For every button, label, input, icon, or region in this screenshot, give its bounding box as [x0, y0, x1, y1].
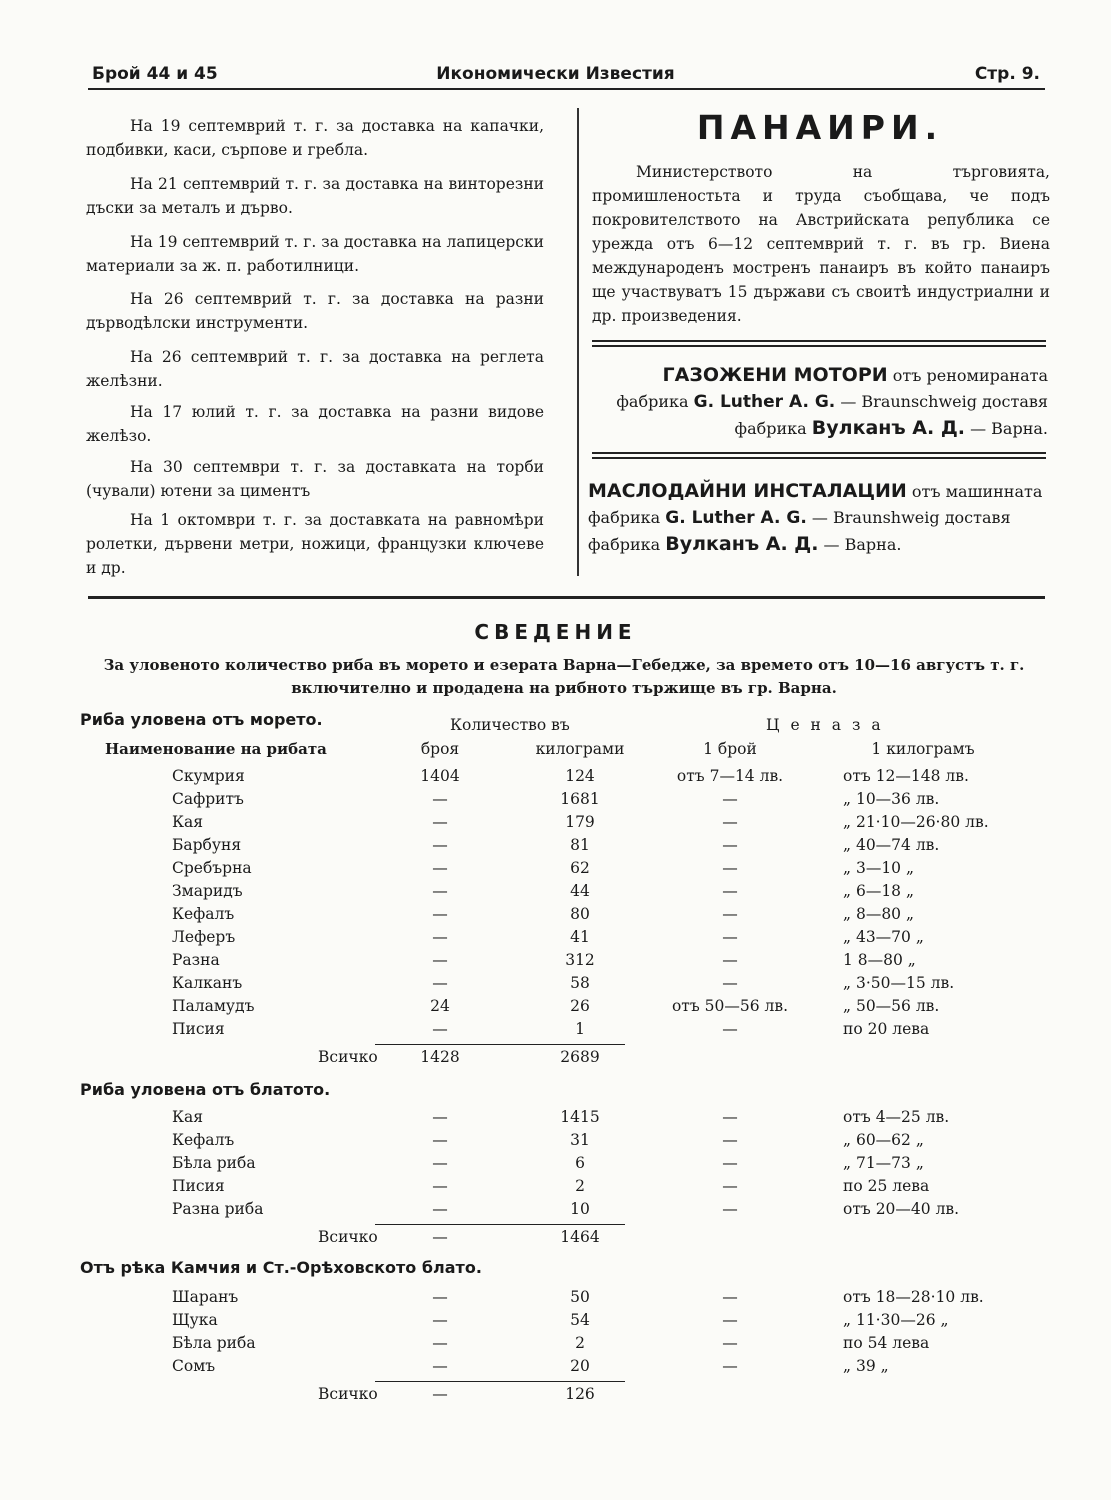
col-group-quantity: Количество въ — [450, 716, 570, 734]
kilograms: 20 — [570, 1357, 590, 1375]
pieces: — — [432, 1020, 448, 1038]
panairi-text: Министерството на търговията, промишленостьта и труда съобщава, че подъ покровителството на Австрийската република се урежда отъ 6—12 септемврий т. г. въ гр. Виена международенъ мостренъ панаиръ въ който панаиръ ще участвуватъ 15 държави съ своитѣ индустриални и др. произведения. — [592, 163, 1050, 325]
fish-name: Бѣла риба — [172, 1334, 256, 1352]
header-rule — [88, 88, 1045, 90]
ad-dairy-brand: G. Luther A. G. — [665, 508, 807, 528]
price-per-kg: „ 10—36 лв. — [843, 790, 940, 808]
pieces: — — [432, 1154, 448, 1172]
notice-5: На 26 септемврий т. г. за доставка на реглета желѣзни. — [86, 348, 544, 390]
pieces: — — [432, 1200, 448, 1218]
total-label: Всичко — [318, 1385, 378, 1403]
total-rule — [375, 1044, 625, 1045]
kilograms: 58 — [570, 974, 590, 992]
total-row — [0, 1228, 1111, 1251]
ad-dairy — [588, 478, 1048, 558]
price-per-piece: — — [722, 1020, 738, 1038]
col-pieces: броя — [420, 740, 460, 758]
table-row — [0, 790, 1111, 813]
fish-name: Разна риба — [172, 1200, 264, 1218]
price-per-kg: отъ 12—148 лв. — [843, 767, 969, 785]
pieces: — — [432, 790, 448, 808]
fish-name: Кефалъ — [172, 1131, 235, 1149]
ad-gas-motors-head: ГАЗОЖЕНИ МОТОРИ — [662, 364, 888, 386]
price-per-piece: — — [722, 836, 738, 854]
price-per-piece: — — [722, 1334, 738, 1352]
fish-name: Щука — [172, 1311, 218, 1329]
kilograms: 1415 — [560, 1108, 600, 1126]
svedenie-title: СВЕДЕНИЕ — [474, 620, 637, 644]
price-per-kg: „ 8—80 „ — [843, 905, 914, 923]
fish-name: Шаранъ — [172, 1288, 239, 1306]
table-row — [0, 1288, 1111, 1311]
fish-name: Скумрия — [172, 767, 245, 785]
price-per-piece: — — [722, 951, 738, 969]
kilograms: 2 — [575, 1177, 585, 1195]
price-per-kg: по 25 лева — [843, 1177, 930, 1195]
price-per-piece: — — [722, 790, 738, 808]
fish-name: Писия — [172, 1177, 225, 1195]
price-per-kg: „ 11·30—26 „ — [843, 1311, 949, 1329]
ad-gas-motors-text1: отъ реномираната фабрика — [616, 366, 1048, 411]
notice-8: На 1 октомври т. г. за доставката на равномѣри ролетки, дървени метри, ножици, французки ключеве и др. — [86, 511, 544, 577]
ad-dairy-text3: — Варна. — [823, 535, 902, 554]
notice-7: На 30 септември т. г. за доставката на торби (чували) ютени за циментъ — [86, 458, 544, 500]
table-row — [0, 813, 1111, 836]
kilograms: 124 — [565, 767, 595, 785]
pieces: — — [432, 813, 448, 831]
fish-name: Кефалъ — [172, 905, 235, 923]
notice-2: На 21 септемврий т. г. за доставка на винторезни дъски за металъ и дърво. — [86, 175, 544, 217]
table-row — [0, 767, 1111, 790]
table-row — [0, 1154, 1111, 1177]
kilograms: 50 — [570, 1288, 590, 1306]
ad-divider-1 — [592, 340, 1046, 347]
price-per-kg: „ 3—10 „ — [843, 859, 914, 877]
table-row — [0, 1311, 1111, 1334]
price-per-piece: отъ 50—56 лв. — [671, 997, 789, 1015]
ad-gas-motors-brand: G. Luther A. G. — [693, 392, 836, 412]
svedenie-subtitle-2: включително и продадена на рибното тържище въ гр. Варна. — [291, 679, 837, 697]
page-number: Стр. 9. — [974, 64, 1040, 84]
price-per-piece: — — [722, 1288, 738, 1306]
kilograms: 80 — [570, 905, 590, 923]
ad-gas-motors-text3: — Варна. — [970, 419, 1048, 438]
panairi-title: ПАНАИРИ. — [696, 108, 944, 147]
table-row — [0, 905, 1111, 928]
total-kilograms: 2689 — [560, 1048, 600, 1066]
fish-name: Калканъ — [172, 974, 243, 992]
svedenie-subtitle-1: За уловеното количество риба въ морето и езерата Варна—Гебедже, за времето отъ 10—16 августъ т. г. — [103, 656, 1025, 674]
total-kilograms: 1464 — [560, 1228, 600, 1246]
table-row — [0, 1334, 1111, 1357]
price-per-kg: „ 71—73 „ — [843, 1154, 924, 1172]
pieces: — — [432, 859, 448, 877]
kilograms: 31 — [570, 1131, 590, 1149]
section-heading: Риба уловена отъ морето. — [80, 710, 323, 729]
price-per-kg: „ 40—74 лв. — [843, 836, 940, 854]
total-pieces: 1428 — [420, 1048, 460, 1066]
total-pieces: — — [432, 1228, 448, 1246]
journal-title: Икономически Известия — [436, 64, 675, 84]
table-row — [0, 859, 1111, 882]
kilograms: 81 — [570, 836, 590, 854]
price-per-piece: — — [722, 1357, 738, 1375]
col-kilograms: килограми — [535, 740, 625, 758]
price-per-kg: 1 8—80 „ — [843, 951, 916, 969]
section-rule — [88, 596, 1045, 599]
pieces: — — [432, 1357, 448, 1375]
pieces: — — [432, 1334, 448, 1352]
column-divider — [577, 108, 579, 576]
col-price-kg: 1 килограмъ — [871, 740, 975, 758]
price-per-piece: — — [722, 813, 738, 831]
kilograms: 6 — [575, 1154, 585, 1172]
kilograms: 1 — [575, 1020, 585, 1038]
price-per-piece: — — [722, 1177, 738, 1195]
price-per-kg: „ 3·50—15 лв. — [843, 974, 955, 992]
price-per-piece: отъ 7—14 лв. — [676, 767, 784, 785]
fish-name: Бѣла риба — [172, 1154, 256, 1172]
kilograms: 1681 — [560, 790, 600, 808]
price-per-kg: „ 6—18 „ — [843, 882, 914, 900]
price-per-piece: — — [722, 974, 738, 992]
pieces: — — [432, 1311, 448, 1329]
fish-name: Сребърна — [172, 859, 252, 877]
fish-name: Разна — [172, 951, 220, 969]
fish-name: Писия — [172, 1020, 225, 1038]
price-per-piece: — — [722, 928, 738, 946]
table-row — [0, 1020, 1111, 1043]
price-per-piece: — — [722, 1311, 738, 1329]
fish-name: Барбуня — [172, 836, 242, 854]
price-per-piece: — — [722, 1200, 738, 1218]
table-row — [0, 928, 1111, 951]
ad-dairy-text2: — Braunshweig доставя фабрика — [588, 508, 1011, 554]
section-heading: Риба уловена отъ блатото. — [80, 1080, 331, 1099]
pieces: — — [432, 905, 448, 923]
pieces: — — [432, 1177, 448, 1195]
price-per-kg: „ 21·10—26·80 лв. — [843, 813, 989, 831]
table-row — [0, 974, 1111, 997]
col-fish-name: Наименование на рибата — [105, 740, 327, 758]
kilograms: 44 — [570, 882, 590, 900]
fish-name: Сомъ — [172, 1357, 216, 1375]
table-row — [0, 882, 1111, 905]
pieces: 1404 — [420, 767, 460, 785]
ad-gas-motors — [588, 362, 1048, 442]
kilograms: 41 — [570, 928, 590, 946]
kilograms: 312 — [565, 951, 595, 969]
price-per-kg: „ 39 „ — [843, 1357, 889, 1375]
total-row — [0, 1048, 1111, 1071]
fish-name: Кая — [172, 1108, 204, 1126]
notice-4: На 26 септемврий т. г. за доставка на разни дърводѣлски инструменти. — [86, 290, 544, 332]
total-kilograms: 126 — [565, 1385, 595, 1403]
table-row — [0, 997, 1111, 1020]
table-row — [0, 1108, 1111, 1131]
table-row — [0, 1177, 1111, 1200]
price-per-piece: — — [722, 905, 738, 923]
fish-name: Змаридъ — [172, 882, 243, 900]
ad-gas-motors-text2: — Braunschweig доставя фабрика — [734, 392, 1048, 438]
price-per-kg: по 20 лева — [843, 1020, 930, 1038]
price-per-piece: — — [722, 882, 738, 900]
pieces: — — [432, 928, 448, 946]
pieces: — — [432, 836, 448, 854]
total-label: Всичко — [318, 1048, 378, 1066]
section-heading: Отъ рѣка Камчия и Ст.-Орѣховското блато. — [80, 1258, 482, 1277]
table-row — [0, 1131, 1111, 1154]
issue-number: Брой 44 и 45 — [92, 64, 218, 84]
kilograms: 26 — [570, 997, 590, 1015]
total-label: Всичко — [318, 1228, 378, 1246]
pieces: — — [432, 1288, 448, 1306]
col-group-price: Ц е н а з а — [766, 716, 884, 734]
table-row — [0, 951, 1111, 974]
total-rule — [375, 1381, 625, 1382]
price-per-kg: отъ 18—28·10 лв. — [843, 1288, 984, 1306]
pieces: — — [432, 882, 448, 900]
total-rule — [375, 1224, 625, 1225]
fish-name: Лeферъ — [172, 928, 236, 946]
price-per-piece: — — [722, 1154, 738, 1172]
ad-gas-motors-maker: Вулканъ А. Д. — [811, 417, 965, 439]
notice-1: На 19 септемврий т. г. за доставка на капачки, подбивки, каси, сърпове и гребла. — [86, 117, 544, 159]
kilograms: 54 — [570, 1311, 590, 1329]
price-per-piece: — — [722, 859, 738, 877]
kilograms: 2 — [575, 1334, 585, 1352]
ad-dairy-head: МАСЛОДАЙНИ ИНСТАЛАЦИИ — [588, 480, 907, 502]
price-per-kg: „ 50—56 лв. — [843, 997, 940, 1015]
pieces: — — [432, 974, 448, 992]
kilograms: 62 — [570, 859, 590, 877]
price-per-piece: — — [722, 1131, 738, 1149]
pieces: 24 — [430, 997, 450, 1015]
price-per-piece: — — [722, 1108, 738, 1126]
notice-6: На 17 юлий т. г. за доставка на разни видове желѣзо. — [86, 403, 544, 445]
pieces: — — [432, 1131, 448, 1149]
total-row — [0, 1385, 1111, 1408]
price-per-kg: отъ 4—25 лв. — [843, 1108, 950, 1126]
ad-divider-2 — [592, 452, 1046, 459]
pieces: — — [432, 1108, 448, 1126]
table-row — [0, 1200, 1111, 1223]
total-pieces: — — [432, 1385, 448, 1403]
kilograms: 10 — [570, 1200, 590, 1218]
fish-name: Паламудъ — [172, 997, 255, 1015]
price-per-kg: отъ 20—40 лв. — [843, 1200, 960, 1218]
price-per-kg: по 54 лева — [843, 1334, 930, 1352]
ad-dairy-maker: Вулканъ А. Д. — [665, 533, 819, 555]
price-per-kg: „ 43—70 „ — [843, 928, 924, 946]
table-row — [0, 1357, 1111, 1380]
table-row — [0, 836, 1111, 859]
col-price-piece: 1 брой — [703, 740, 757, 758]
fish-name: Кая — [172, 813, 204, 831]
pieces: — — [432, 951, 448, 969]
price-per-kg: „ 60—62 „ — [843, 1131, 924, 1149]
kilograms: 179 — [565, 813, 595, 831]
ad-dairy-text1: отъ машинната фабрика — [588, 482, 1043, 527]
fish-name: Сафритъ — [172, 790, 244, 808]
notice-3: На 19 септемврий т. г. за доставка на лапицерски материали за ж. п. работилници. — [86, 233, 544, 275]
